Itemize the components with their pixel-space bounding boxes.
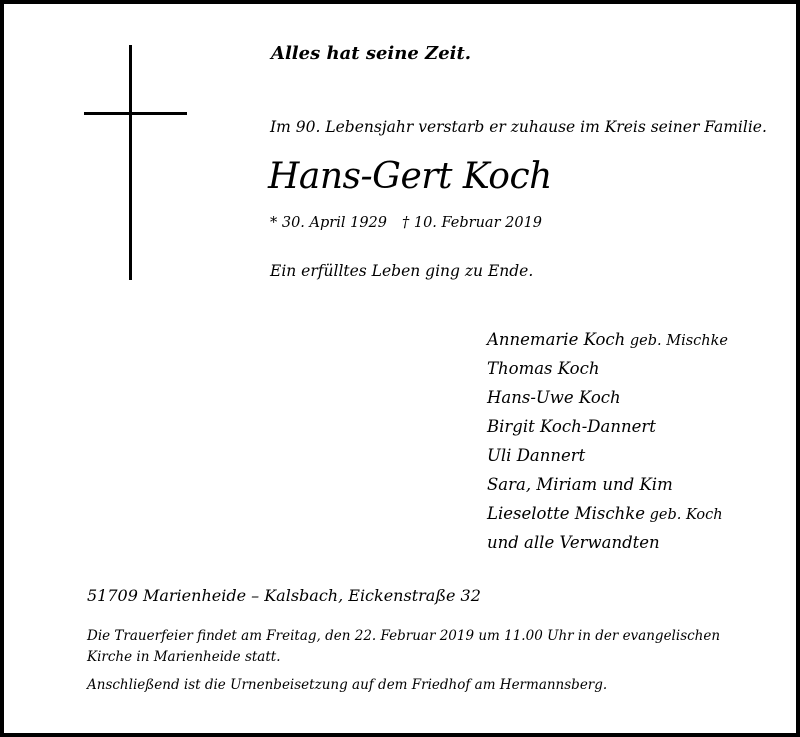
mourner-suffix: geb. Koch	[644, 507, 723, 523]
intro-text: Im 90. Lebensjahr verstarb er zuhause im Kreis seiner Familie.	[270, 118, 767, 136]
mourner-item	[487, 471, 728, 500]
mourner-name: Uli Dannert	[487, 446, 586, 465]
mourner-name: Birgit Koch-Dannert	[487, 417, 656, 436]
mourner-item	[487, 413, 728, 442]
mourner-item	[487, 384, 728, 413]
mourner-name: Lieselotte Mischke	[487, 504, 645, 523]
mourner-name: Sara, Miriam und Kim	[487, 475, 673, 494]
motto: Alles hat seine Zeit.	[271, 43, 472, 64]
mourner-name: Thomas Koch	[487, 359, 600, 378]
deceased-name: Hans-Gert Koch	[268, 156, 552, 197]
cross-horizontal-bar	[84, 112, 187, 115]
mourner-suffix: geb. Mischke	[625, 333, 729, 349]
birth-date: * 30. April 1929	[270, 215, 387, 231]
mourner-item	[487, 355, 728, 384]
mourner-name: und alle Verwandten	[487, 533, 660, 552]
mourner-name: Annemarie Koch	[487, 330, 626, 349]
death-date: † 10. Februar 2019	[402, 215, 543, 231]
mourner-name: Hans-Uwe Koch	[487, 388, 621, 407]
address: 51709 Marienheide – Kalsbach, Eickenstraße 32	[87, 586, 481, 605]
ceremony-info: Die Trauerfeier findet am Freitag, den 22. Februar 2019 um 11.00 Uhr in der evangelischen Kirche in Marienheide statt.	[87, 628, 721, 665]
mourners-list	[487, 326, 728, 558]
mourner-item	[487, 442, 728, 471]
mourner-item	[487, 500, 728, 529]
cross-vertical-bar	[129, 45, 132, 280]
mourner-item	[487, 529, 728, 558]
burial-info: Anschließend ist die Urnenbeisetzung auf dem Friedhof am Hermannsberg.	[87, 677, 608, 693]
closing-text: Ein erfülltes Leben ging zu Ende.	[270, 262, 534, 280]
mourner-item	[487, 326, 728, 355]
